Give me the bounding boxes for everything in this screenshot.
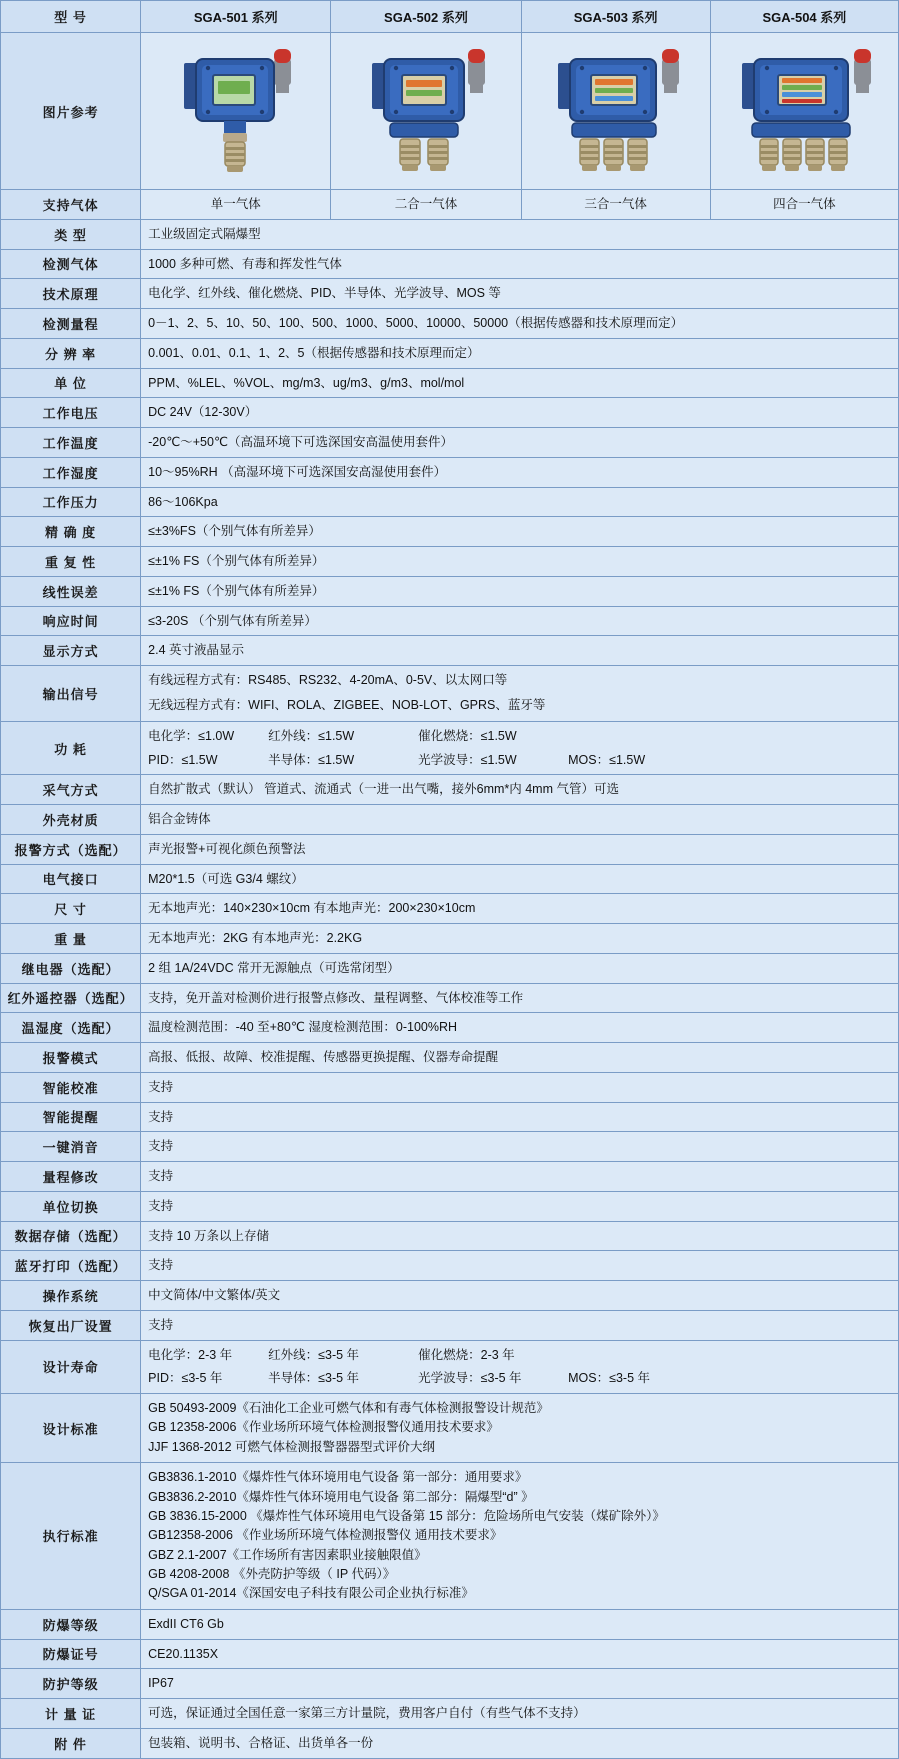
exec-standard-line: GB3836.2-2010《爆炸性气体环境用电气设备 第二部分：隔爆型“d” 》 bbox=[148, 1489, 534, 1504]
spec-value: 支持 bbox=[141, 1191, 899, 1221]
table-row bbox=[1, 1043, 899, 1073]
spec-label: 量程修改 bbox=[1, 1162, 141, 1192]
spec-value: 支持 bbox=[141, 1132, 899, 1162]
table-row bbox=[1, 457, 899, 487]
table-row bbox=[1, 547, 899, 577]
exec-standard-value bbox=[141, 1463, 899, 1610]
spec-value: 铝合金铸体 bbox=[141, 805, 899, 835]
device-image-503 bbox=[521, 33, 710, 190]
spec-value: 工业级固定式隔爆型 bbox=[141, 219, 899, 249]
spec-label: 工作电压 bbox=[1, 398, 141, 428]
table-row bbox=[1, 864, 899, 894]
table-row bbox=[1, 279, 899, 309]
spec-value: 支持 10 万条以上存储 bbox=[141, 1221, 899, 1251]
table-row bbox=[1, 834, 899, 864]
output-signal-value bbox=[141, 666, 899, 722]
spec-label: 智能提醒 bbox=[1, 1102, 141, 1132]
spec-value: 高报、低报、故障、校准提醒、传感器更换提醒、仪器寿命提醒 bbox=[141, 1043, 899, 1073]
table-row bbox=[1, 576, 899, 606]
spec-label: 附 件 bbox=[1, 1728, 141, 1758]
design-standard-line: GB 12358-2006《作业场所环境气体检测报警仪通用技术要求》 bbox=[148, 1420, 499, 1435]
exec-standard-line: GB3836.1-2010《爆炸性气体环境用电气设备 第一部分：通用要求》 bbox=[148, 1470, 528, 1485]
output-signal-wired: 有线远程方式有：RS485、RS232、4-20mA、0-5V、以太网口等 bbox=[148, 673, 508, 687]
spec-label: 数据存储（选配） bbox=[1, 1221, 141, 1251]
table-row bbox=[1, 1013, 899, 1043]
table-row bbox=[1, 33, 899, 190]
table-row bbox=[1, 1221, 899, 1251]
spec-label: 显示方式 bbox=[1, 636, 141, 666]
spec-label: 电气接口 bbox=[1, 864, 141, 894]
gas-support-504: 四合一气体 bbox=[710, 190, 898, 220]
spec-label: 一键消音 bbox=[1, 1132, 141, 1162]
spec-value: 支持，免开盖对检测价进行报警点修改、量程调整、气体校准等工作 bbox=[141, 983, 899, 1013]
lifetime-value bbox=[141, 1340, 899, 1394]
table-row bbox=[1, 249, 899, 279]
spec-label: 采气方式 bbox=[1, 775, 141, 805]
spec-label: 单位切换 bbox=[1, 1191, 141, 1221]
table-row bbox=[1, 1191, 899, 1221]
table-row bbox=[1, 666, 899, 722]
spec-value: DC 24V（12-30V） bbox=[141, 398, 899, 428]
spec-value: 支持 bbox=[141, 1162, 899, 1192]
spec-label: 计 量 证 bbox=[1, 1699, 141, 1729]
power-optical: 光学波导：≤1.5W bbox=[418, 752, 517, 767]
lifetime-echem: 电化学：2-3 年 bbox=[148, 1347, 233, 1362]
table-row bbox=[1, 517, 899, 547]
spec-value: 电化学、红外线、催化燃烧、PID、半导体、光学波导、MOS 等 bbox=[141, 279, 899, 309]
exec-standard-line: GB 3836.15-2000 《爆炸性气体环境用电气设备第 15 部分：危险场所电气安装（煤矿除外）》 bbox=[148, 1508, 665, 1523]
spec-value: 2 组 1A/24VDC 常开无源触点（可选常闭型） bbox=[141, 953, 899, 983]
spec-label: 蓝牙打印（选配） bbox=[1, 1251, 141, 1281]
output-signal-label: 输出信号 bbox=[1, 666, 141, 722]
model-503: SGA-503 系列 bbox=[521, 1, 710, 33]
spec-value: IP67 bbox=[141, 1669, 899, 1699]
spec-label: 继电器（选配） bbox=[1, 953, 141, 983]
device-image-502 bbox=[331, 33, 521, 190]
table-row bbox=[1, 1699, 899, 1729]
model-label: 型 号 bbox=[1, 1, 141, 33]
table-row bbox=[1, 219, 899, 249]
design-standard-label: 设计标准 bbox=[1, 1394, 141, 1463]
spec-value: 声光报警+可视化颜色预警法 bbox=[141, 834, 899, 864]
gas-detector-icon bbox=[536, 37, 696, 182]
spec-label: 单 位 bbox=[1, 368, 141, 398]
spec-value: 0－1、2、5、10、50、100、500、1000、5000、10000、50000（根据传感器和技术原理而定） bbox=[141, 309, 899, 339]
lifetime-ir: 红外线：≤3-5 年 bbox=[268, 1347, 360, 1362]
spec-value: ≤±3%FS（个别气体有所差异） bbox=[141, 517, 899, 547]
lifetime-blank bbox=[568, 1346, 728, 1365]
table-row bbox=[1, 1251, 899, 1281]
gas-detector-icon bbox=[724, 37, 884, 182]
table-row bbox=[1, 309, 899, 339]
table-row bbox=[1, 953, 899, 983]
spec-value: 温度检测范围：-40 至+80℃ 湿度检测范围：0-100%RH bbox=[141, 1013, 899, 1043]
spec-value: 0.001、0.01、0.1、1、2、5（根据传感器和技术原理而定） bbox=[141, 338, 899, 368]
spec-label: 报警模式 bbox=[1, 1043, 141, 1073]
table-row bbox=[1, 1609, 899, 1639]
table-row bbox=[1, 1340, 899, 1394]
gas-detector-icon bbox=[156, 37, 316, 182]
power-semiconductor: 半导体：≤1.5W bbox=[268, 752, 355, 767]
table-row bbox=[1, 894, 899, 924]
table-row bbox=[1, 1463, 899, 1610]
table-row bbox=[1, 775, 899, 805]
spec-label: 分 辨 率 bbox=[1, 338, 141, 368]
spec-label: 工作压力 bbox=[1, 487, 141, 517]
model-501: SGA-501 系列 bbox=[141, 1, 331, 33]
table-row bbox=[1, 805, 899, 835]
spec-label: 操作系统 bbox=[1, 1281, 141, 1311]
spec-value: 支持 bbox=[141, 1251, 899, 1281]
device-image-501 bbox=[141, 33, 331, 190]
table-row bbox=[1, 1669, 899, 1699]
spec-label: 检测量程 bbox=[1, 309, 141, 339]
spec-value: 包装箱、说明书、合格证、出货单各一份 bbox=[141, 1728, 899, 1758]
power-value bbox=[141, 721, 899, 775]
power-ir: 红外线：≤1.5W bbox=[268, 728, 355, 743]
table-row bbox=[1, 924, 899, 954]
spec-label: 线性误差 bbox=[1, 576, 141, 606]
spec-value: PPM、%LEL、%VOL、mg/m3、ug/m3、g/m3、mol/mol bbox=[141, 368, 899, 398]
spec-value: M20*1.5（可选 G3/4 螺纹） bbox=[141, 864, 899, 894]
power-label: 功 耗 bbox=[1, 721, 141, 775]
table-row bbox=[1, 1728, 899, 1758]
table-row bbox=[1, 368, 899, 398]
spec-label: 防爆证号 bbox=[1, 1639, 141, 1669]
table-row bbox=[1, 1072, 899, 1102]
spec-value: 可选，保证通过全国任意一家第三方计量院，费用客户自付（有些气体不支持） bbox=[141, 1699, 899, 1729]
design-standard-line: GB 50493-2009《石油化工企业可燃气体和有毒气体检测报警设计规范》 bbox=[148, 1401, 549, 1415]
spec-label: 红外遥控器（选配） bbox=[1, 983, 141, 1013]
lifetime-semiconductor: 半导体：≤3-5 年 bbox=[268, 1371, 360, 1386]
spec-label: 恢复出厂设置 bbox=[1, 1310, 141, 1340]
table-row bbox=[1, 487, 899, 517]
gas-detector-icon bbox=[346, 37, 506, 182]
gas-support-503: 三合一气体 bbox=[521, 190, 710, 220]
spec-value: 86～106Kpa bbox=[141, 487, 899, 517]
gas-support-501: 单一气体 bbox=[141, 190, 331, 220]
spec-label: 温湿度（选配） bbox=[1, 1013, 141, 1043]
table-row bbox=[1, 190, 899, 220]
spec-label: 智能校准 bbox=[1, 1072, 141, 1102]
table-row bbox=[1, 398, 899, 428]
spec-value: ExdII CT6 Gb bbox=[141, 1609, 899, 1639]
table-row bbox=[1, 983, 899, 1013]
spec-value: 支持 bbox=[141, 1102, 899, 1132]
table-row bbox=[1, 636, 899, 666]
power-echem: 电化学：≤1.0W bbox=[148, 728, 235, 743]
spec-label: 响应时间 bbox=[1, 606, 141, 636]
spec-label: 尺 寸 bbox=[1, 894, 141, 924]
table-row bbox=[1, 338, 899, 368]
table-row bbox=[1, 606, 899, 636]
table-row bbox=[1, 1639, 899, 1669]
spec-label: 防护等级 bbox=[1, 1669, 141, 1699]
table-row bbox=[1, 721, 899, 775]
table-row bbox=[1, 1102, 899, 1132]
gas-support-label: 支持气体 bbox=[1, 190, 141, 220]
spec-value: 支持 bbox=[141, 1310, 899, 1340]
spec-label: 重 复 性 bbox=[1, 547, 141, 577]
spec-label: 精 确 度 bbox=[1, 517, 141, 547]
spec-label: 技术原理 bbox=[1, 279, 141, 309]
exec-standard-line: GB12358-2006 《作业场所环境气体检测报警仪 通用技术要求》 bbox=[148, 1528, 503, 1543]
lifetime-mos: MOS：≤3-5 年 bbox=[568, 1371, 651, 1386]
spec-label: 重 量 bbox=[1, 924, 141, 954]
spec-label: 工作温度 bbox=[1, 428, 141, 458]
image-row-label: 图片参考 bbox=[1, 33, 141, 190]
spec-label: 检测气体 bbox=[1, 249, 141, 279]
device-image-504 bbox=[710, 33, 898, 190]
lifetime-pid: PID：≤3-5 年 bbox=[148, 1371, 223, 1386]
gas-support-502: 二合一气体 bbox=[331, 190, 521, 220]
spec-label: 防爆等级 bbox=[1, 1609, 141, 1639]
table-row bbox=[1, 1162, 899, 1192]
spec-label: 外壳材质 bbox=[1, 805, 141, 835]
spec-value: ≤3-20S （个别气体有所差异） bbox=[141, 606, 899, 636]
power-blank bbox=[568, 727, 728, 746]
spec-label: 类 型 bbox=[1, 219, 141, 249]
spec-value: 1000 多种可燃、有毒和挥发性气体 bbox=[141, 249, 899, 279]
power-mos: MOS：≤1.5W bbox=[568, 752, 646, 767]
table-row bbox=[1, 1394, 899, 1463]
model-504: SGA-504 系列 bbox=[710, 1, 898, 33]
spec-value: -20℃～+50℃（高温环境下可选深国安高温使用套件） bbox=[141, 428, 899, 458]
exec-standard-line: GBZ 2.1-2007《工作场所有害因素职业接触限值》 bbox=[148, 1547, 427, 1562]
spec-value: CE20.1135X bbox=[141, 1639, 899, 1669]
spec-value: 支持 bbox=[141, 1072, 899, 1102]
model-502: SGA-502 系列 bbox=[331, 1, 521, 33]
design-standard-value bbox=[141, 1394, 899, 1463]
table-row bbox=[1, 1132, 899, 1162]
spec-label: 报警方式（选配） bbox=[1, 834, 141, 864]
power-catalytic: 催化燃烧：≤1.5W bbox=[418, 728, 517, 743]
exec-standard-label: 执行标准 bbox=[1, 1463, 141, 1610]
lifetime-optical: 光学波导：≤3-5 年 bbox=[418, 1371, 522, 1386]
output-signal-wireless: 无线远程方式有：WIFI、ROLA、ZIGBEE、NOB-LOT、GPRS、蓝牙等 bbox=[148, 698, 546, 713]
spec-value: 10～95%RH （高湿环境下可选深国安高湿使用套件） bbox=[141, 457, 899, 487]
spec-label: 工作湿度 bbox=[1, 457, 141, 487]
spec-value: 无本地声光：140×230×10cm 有本地声光：200×230×10cm bbox=[141, 894, 899, 924]
design-standard-line: JJF 1368-2012 可燃气体检测报警器器型式评价大纲 bbox=[148, 1439, 436, 1454]
lifetime-catalytic: 催化燃烧：2-3 年 bbox=[418, 1347, 515, 1362]
table-row bbox=[1, 1281, 899, 1311]
power-pid: PID：≤1.5W bbox=[148, 752, 218, 767]
spec-value: 2.4 英寸液晶显示 bbox=[141, 636, 899, 666]
spec-value: ≤±1% FS（个别气体有所差异） bbox=[141, 547, 899, 577]
spec-value: 自然扩散式（默认） 管道式、流通式（一进一出气嘴，接外6mm*内 4mm 气管）可选 bbox=[141, 775, 899, 805]
table-row bbox=[1, 1310, 899, 1340]
lifetime-label: 设计寿命 bbox=[1, 1340, 141, 1394]
table-row bbox=[1, 1, 899, 33]
spec-value: 无本地声光：2KG 有本地声光：2.2KG bbox=[141, 924, 899, 954]
exec-standard-line: GB 4208-2008 《外壳防护等级（ IP 代码）》 bbox=[148, 1567, 396, 1581]
spec-value: 中文简体/中文繁体/英文 bbox=[141, 1281, 899, 1311]
spec-value: ≤±1% FS（个别气体有所差异） bbox=[141, 576, 899, 606]
table-row bbox=[1, 428, 899, 458]
exec-standard-line: Q/SGA 01-2014《深国安电子科技有限公司企业执行标准》 bbox=[148, 1586, 474, 1601]
